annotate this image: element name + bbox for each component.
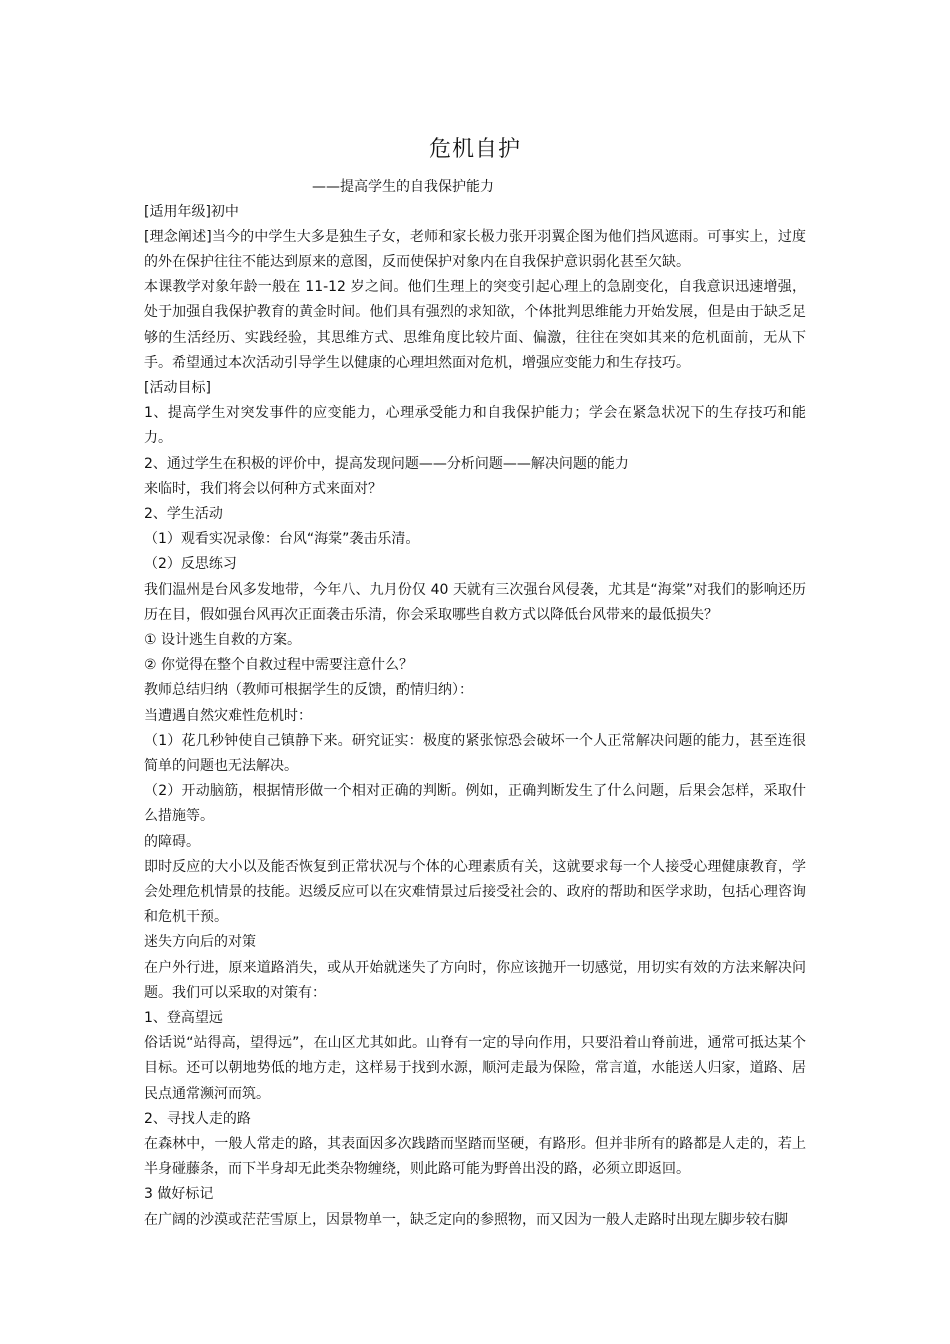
document-subtitle: ——提高学生的自我保护能力 — [312, 179, 494, 195]
body-paragraph: [活动目标] — [144, 379, 211, 396]
document-body — [144, 200, 806, 1233]
body-paragraph: 3 做好标记 — [144, 1186, 214, 1203]
body-paragraph: 来临时，我们将会以何种方式来面对？ — [144, 480, 382, 497]
body-paragraph: 的障碍。 — [144, 833, 200, 850]
body-paragraph: 在广阔的沙漠或茫茫雪原上，因景物单一，缺乏定向的参照物，而又因为一般人走路时出现左脚步较右脚 — [144, 1211, 788, 1228]
body-paragraph: （2）反思练习 — [144, 556, 237, 573]
body-paragraph: 教师总结归纳（教师可根据学生的反馈，酌情归纳）： — [144, 682, 473, 699]
body-paragraph: 2、通过学生在积极的评价中，提高发现问题——分析问题——解决问题的能力 — [144, 455, 629, 472]
body-paragraph: 我们温州是台风多发地带，今年八、九月份仅 40 天就有三次强台风侵袭，尤其是“海棠”对我们的影响还历历在目，假如强台风再次正面袭击乐清，你会采取哪些自救方式以降低台风带来的最低损失？ — [144, 581, 806, 623]
document-title: 危机自护 — [428, 137, 521, 162]
body-paragraph: 1、提高学生对突发事件的应变能力，心理承受能力和自我保护能力；学会在紧急状况下的生存技巧和能力。 — [144, 405, 806, 447]
body-paragraph: （1）观看实况录像：台风“海棠”袭击乐清。 — [144, 531, 420, 548]
body-paragraph: ② 你觉得在整个自救过程中需要注意什么？ — [144, 657, 413, 674]
body-paragraph: 迷失方向后的对策 — [144, 934, 256, 951]
body-paragraph: 当遭遇自然灾难性危机时： — [144, 707, 312, 724]
body-paragraph: 1、登高望远 — [144, 1010, 223, 1026]
body-paragraph: [适用年级]初中 — [144, 203, 239, 220]
body-paragraph: 在森林中，一般人常走的路，其表面因多次践踏而坚踏而坚硬，有路形。但并非所有的路都是人走的，若上半身碰藤条，而下半身却无此类杂物缠绕，则此路可能为野兽出没的路，必须立即返回。 — [144, 1136, 806, 1178]
body-paragraph: 2、学生活动 — [144, 505, 223, 522]
body-paragraph: ① 设计逃生自救的方案。 — [144, 631, 302, 648]
body-paragraph: [理念阐述]当今的中学生大多是独生子女，老师和家长极力张开羽翼企图为他们挡风遮雨。可事实上，过度的外在保护往往不能达到原来的意图，反而使保护对象内在自我保护意识弱化甚至欠缺。 — [144, 228, 806, 270]
body-paragraph: 本课教学对象年龄一般在 11-12 岁之间。他们生理上的突变引起心理上的急剧变化，自我意识迅速增强，处于加强自我保护教育的黄金时间。他们具有强烈的求知欲，个体批判思维能力开始发展，但是由于缺乏足够的生活经历、实践经验，其思维方式、思维角度比较片面、偏激，往往在突如其来的危机面前，无从下手。希望通过本次活动引导学生以健康的心理坦然面对危机，增强应变能力和生存技巧。 — [144, 279, 806, 371]
body-paragraph: （1）花几秒钟使自己镇静下来。研究证实：极度的紧张惊恐会破坏一个人正常解决问题的能力，甚至连很简单的问题也无法解决。 — [144, 732, 806, 774]
body-paragraph: 2、寻找人走的路 — [144, 1110, 251, 1127]
body-paragraph: 俗话说“站得高，望得远”，在山区尤其如此。山脊有一定的导向作用，只要沿着山脊前进，通常可抵达某个目标。还可以朝地势低的地方走，这样易于找到水源，顺河走最为保险，常言道，水能送人归家，道路、居民点通常濒河而筑。 — [144, 1035, 806, 1102]
body-paragraph: 即时反应的大小以及能否恢复到正常状况与个体的心理素质有关，这就要求每一个人接受心理健康教育，学会处理危机情景的技能。迟缓反应可以在灾难情景过后接受社会的、政府的帮助和医学求助，包括心理咨询和危机干预。 — [144, 858, 806, 926]
body-paragraph: （2）开动脑筋，根据情形做一个相对正确的判断。例如，正确判断发生了什么问题，后果会怎样，采取什么措施等。 — [144, 783, 806, 825]
body-paragraph: 在户外行进，原来道路消失，或从开始就迷失了方向时，你应该抛开一切感觉，用切实有效的方法来解决问题。我们可以采取的对策有： — [144, 959, 806, 1001]
